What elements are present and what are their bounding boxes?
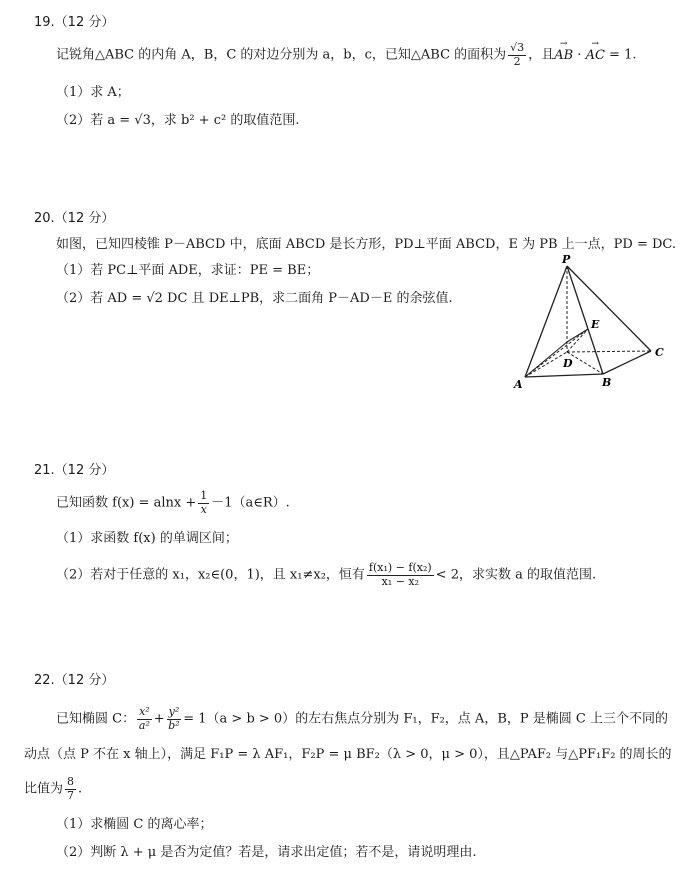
q22-ratio-den: 7 (67, 788, 75, 802)
q21-part1: （1）求函数 f(x) 的单调区间； (56, 531, 238, 546)
q22-part2: （2）判断 λ + μ 是否为定值？若是，请求出定值；若不是，请说明理由. (56, 845, 477, 860)
q19-number: 19.（12 分） (34, 15, 115, 30)
q19-stem-a: 记锐角△ABC 的内角 A，B，C 的对边分别为 a，b，c，已知△ABC 的面积为 (56, 47, 507, 63)
q19-part2: （2）若 a = √3，求 b² + c² 的取值范围. (56, 113, 300, 128)
q22-ratio-fraction (65, 776, 76, 802)
q20-part2: （2）若 AD = √2 DC 且 DE⊥PB，求二面角 P－AD－E 的余弦值. (56, 291, 453, 306)
q21-part2 (56, 562, 596, 588)
label-d: D (563, 357, 573, 370)
q22-line3-a: 比值为 (24, 781, 64, 797)
q21-stem (56, 490, 290, 516)
q22-stem-line2: 动点（点 P 不在 x 轴上），满足 F₁P = λ AF₁，F₂P = μ BF₂（λ > 0，μ > 0），且△PAF₂ 与△PF₁F₂ 的周长的 (24, 747, 672, 762)
q19-stem (56, 42, 636, 68)
q21-frac-num: 1 (200, 489, 208, 502)
q22-stem-line1 (56, 706, 668, 732)
pyramid-figure (505, 252, 680, 400)
q22-f2-den: b² (168, 718, 180, 732)
q20-stem: 如图，已知四棱锥 P－ABCD 中，底面 ABCD 是长方形，PD⊥平面 ABCD，E 为 PB 上一点，PD = DC. (56, 237, 677, 252)
q21-part2-b: < 2，求实数 a 的取值范围. (435, 567, 597, 583)
q21-part2-fraction (367, 562, 434, 588)
q22-f1-den: a² (138, 718, 150, 732)
q19-area-num: √3 (510, 41, 525, 54)
label-a: A (514, 378, 523, 391)
label-e: E (591, 318, 600, 331)
q22-ratio-num: 8 (67, 775, 75, 788)
q20-number: 20.（12 分） (34, 211, 115, 226)
label-p: P (562, 253, 571, 266)
q22-plus: + (153, 711, 165, 727)
q19-vector-ab: → AB (554, 49, 573, 62)
q19-dot: · (573, 47, 586, 63)
q21-stem-a: 已知函数 f(x) = alnx + (56, 495, 197, 511)
q22-stem-line3 (24, 776, 82, 802)
q21-fraction (198, 490, 209, 516)
q21-stem-b: －1（a∈R）. (211, 495, 290, 511)
q21-part2-den: x₁ − x₂ (381, 574, 420, 588)
q21-frac-den: x (200, 502, 207, 516)
q20-part1: （1）若 PC⊥平面 ADE，求证：PE = BE； (56, 263, 320, 278)
q22-part1: （1）求椭圆 C 的离心率； (56, 817, 213, 832)
q22-number: 22.（12 分） (34, 673, 115, 688)
q19-stem-c: = 1. (604, 47, 637, 63)
q19-stem-b: ，且 (528, 47, 555, 63)
q22-line3-b: . (78, 781, 83, 797)
q21-number: 21.（12 分） (34, 463, 115, 478)
label-b: B (602, 376, 612, 389)
q19-area-den: 2 (513, 54, 521, 68)
q22-f2-num: y² (168, 705, 180, 718)
q19-vector-ac: → AC (586, 49, 605, 62)
q21-part2-num: f(x₁) − f(x₂) (368, 561, 432, 574)
q22-stem-a: 已知椭圆 C： (56, 711, 136, 727)
q22-stem-b: = 1（a > b > 0）的左右焦点分别为 F₁，F₂，点 A，B，P 是椭圆 C 上三个不同的 (183, 711, 668, 727)
q22-fraction-x (137, 706, 152, 732)
q21-part2-a: （2）若对于任意的 x₁，x₂∈(0，1)，且 x₁≠x₂，恒有 (56, 567, 365, 583)
label-c: C (655, 346, 664, 359)
q19-area-fraction (508, 42, 526, 68)
q22-fraction-y (167, 706, 182, 732)
q19-part1: （1）求 A； (56, 85, 130, 100)
q22-f1-num: x² (139, 705, 150, 718)
